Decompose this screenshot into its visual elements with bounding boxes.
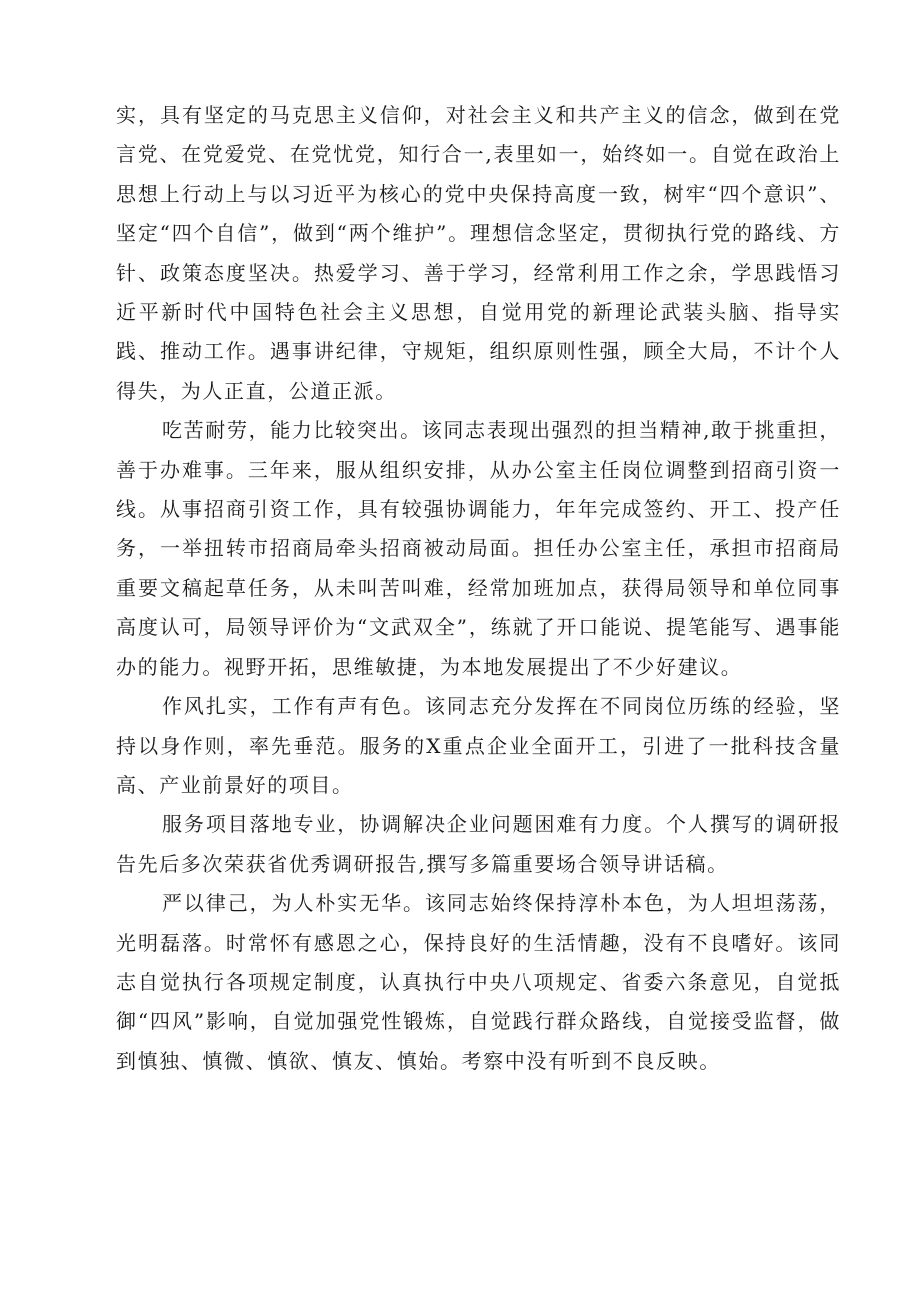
paragraph-3: 作风扎实，工作有声有色。该同志充分发挥在不同岗位历练的经验，坚持以身作则，率先垂范。服务的X重点企业全面开工，引进了一批科技含量高、产业前景好的项目。 [116,694,841,797]
paragraph-4: 服务项目落地专业，协调解决企业问题困难有力度。个人撰写的调研报告先后多次荣获省优秀调研报告,撰写多篇重要场合领导讲话稿。 [116,812,841,876]
paragraph-2: 吃苦耐劳，能力比较突出。该同志表现出强烈的担当精神,敢于挑重担，善于办难事。三年来，服从组织安排，从办公室主任岗位调整到招商引资一线。从事招商引资工作，具有较强协调能力，年年完成签约、开工、投产任务，一举扭转市招商局牵头招商被动局面。担任办公室主任，承担市招商局重要文稿起草任务，从未叫苦叫难，经常加班加点，获得局领导和单位同事高度认可，局领导评价为“文武双全”，练就了开口能说、提笔能写、遇事能办的能力。视野开拓，思维敏捷，为本地发展提出了不少好建议。 [116,418,841,679]
paragraph-5: 严以律己，为人朴实无华。该同志始终保持淳朴本色，为人坦坦荡荡，光明磊落。时常怀有感恩之心，保持良好的生活情趣，没有不良嗜好。该同志自觉执行各项规定制度，认真执行中央八项规定、省委六条意见，自觉抵御“四风”影响，自觉加强党性锻炼，自觉践行群众路线，自觉接受监督，做到慎独、慎微、慎欲、慎友、慎始。考察中没有听到不良反映。 [116,891,841,1073]
document-body [116,96,841,1081]
paragraph-1: 实，具有坚定的马克思主义信仰，对社会主义和共产主义的信念，做到在党言党、在党爱党、在党忧党，知行合一,表里如一，始终如一。自觉在政治上思想上行动上与以习近平为核心的党中央保持高度一致，树牢“四个意识”、坚定“四个自信”，做到“两个维护”。理想信念坚定，贯彻执行党的路线、方针、政策态度坚决。热爱学习、善于学习，经常利用工作之余，学思践悟习近平新时代中国特色社会主义思想，自觉用党的新理论武装头脑、指导实践、推动工作。遇事讲纪律，守规矩，组织原则性强，顾全大局，不计个人得失，为人正直，公道正派。 [116,103,841,403]
